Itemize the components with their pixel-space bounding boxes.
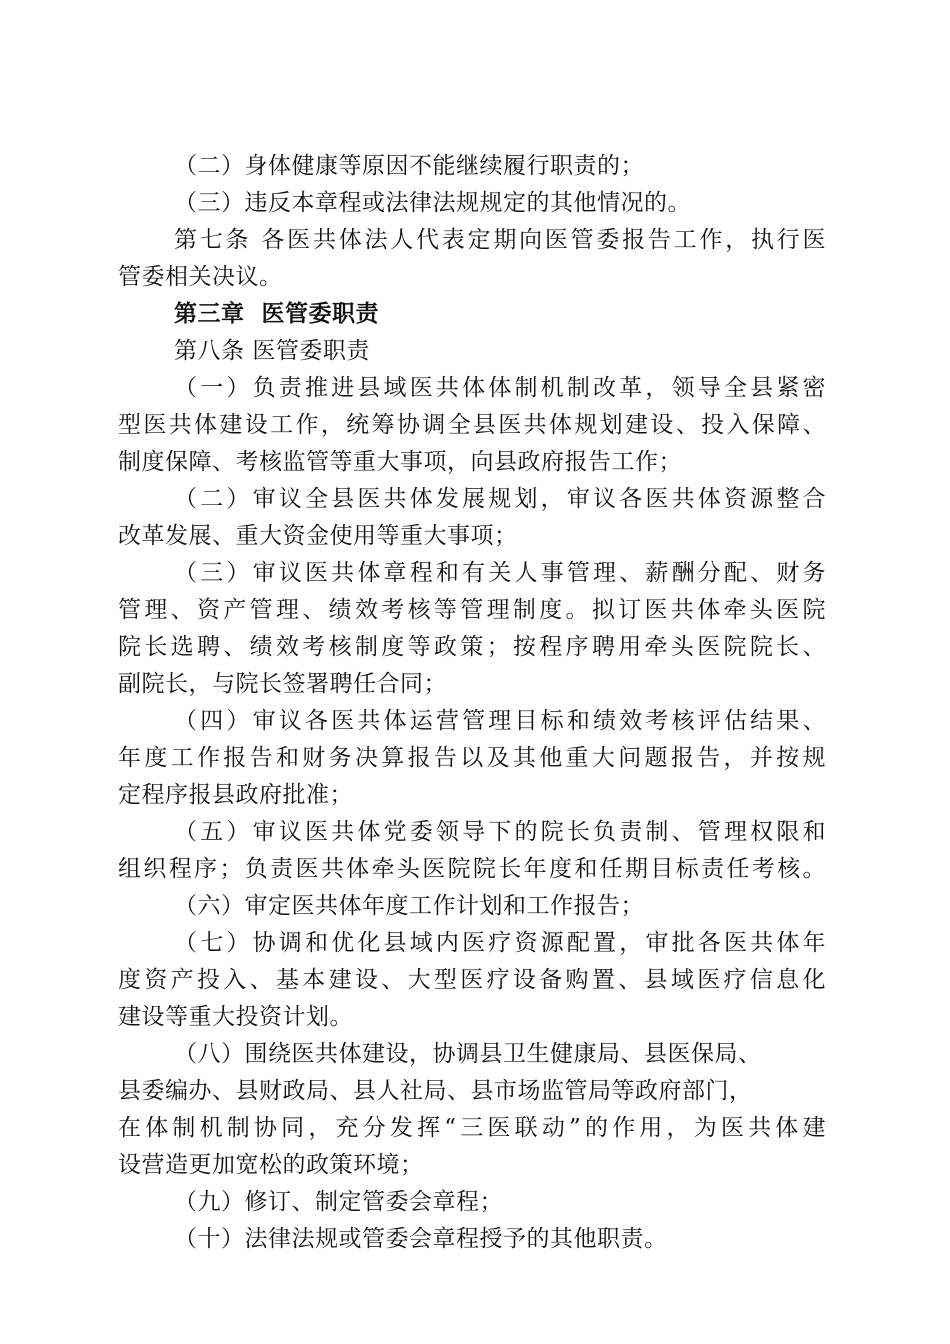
article-7-text: 各医共体法人代表定期向医管委报告工作，执行医 [261,227,827,253]
article-7-line [118,222,826,259]
text-line: 副院长，与院长签署聘任合同； [118,671,447,697]
text-line: 建设等重大投资计划。 [118,1004,353,1030]
text-line: 设营造更加宽松的政策环境； [118,1152,424,1178]
text-line: 管委相关决议。 [118,264,283,290]
article-8-line [118,333,826,370]
text-line: （五）审议医共体党委领导下的院长负责制、管理权限和 [174,819,826,845]
text-line: 改革发展、重大资金使用等重大事项； [118,523,518,549]
text-line: （十）法律法规或管委会章程授予的其他职责。 [174,1226,668,1252]
text-line: 在体制机制协同，充分发挥“三医联动”的作用，为医共体建 [118,1115,826,1141]
text-line: （八）围绕医共体建设，协调县卫生健康局、县医保局、 [174,1041,762,1067]
text-line: 制度保障、考核监管等重大事项，向县政府报告工作； [118,449,682,475]
document-page [118,148,826,1258]
text-line: （六）审定医共体年度工作计划和工作报告； [174,893,644,919]
text-line: （三）审议医共体章程和有关人事管理、薪酬分配、财务 [174,560,826,586]
text-line: （一）负责推进县域医共体体制机制改革，领导全县紧密 [174,375,826,401]
text-line: 型医共体建设工作，统筹协调全县医共体规划建设、投入保障、 [118,412,826,438]
text-line: （二）身体健康等原因不能继续履行职责的； [174,153,644,179]
text-line: 院长选聘、绩效考核制度等政策；按程序聘用牵头医院院长、 [118,634,826,660]
text-line: 度资产投入、基本建设、大型医疗设备购置、县域医疗信息化 [118,967,826,993]
text-line: 组织程序；负责医共体牵头医院院长年度和任期目标责任考核。 [118,856,826,882]
article-8-label: 第八条 [174,338,245,364]
chapter-3-heading: 第三章 医管委职责 [174,301,380,327]
text-line: （七）协调和优化县域内医疗资源配置，审批各医共体年 [174,930,826,956]
article-7-label: 第七条 [174,227,252,253]
article-8-title: 医管委职责 [252,338,370,364]
text-line: （九）修订、制定管委会章程； [174,1189,503,1215]
text-line: 管理、资产管理、绩效考核等管理制度。拟订医共体牵头医院 [118,597,826,623]
text-line: 定程序报县政府批准； [118,782,353,808]
text-line: 县委编办、县财政局、县人社局、县市场监管局等政府部门， [118,1078,753,1104]
text-line: （二）审议全县医共体发展规划，审议各医共体资源整合 [174,486,826,512]
text-line: （四）审议各医共体运营管理目标和绩效考核评估结果、 [174,708,826,734]
text-line: 年度工作报告和财务决算报告以及其他重大问题报告，并按规 [118,745,826,771]
text-line: （三）违反本章程或法律法规规定的其他情况的。 [174,190,691,216]
